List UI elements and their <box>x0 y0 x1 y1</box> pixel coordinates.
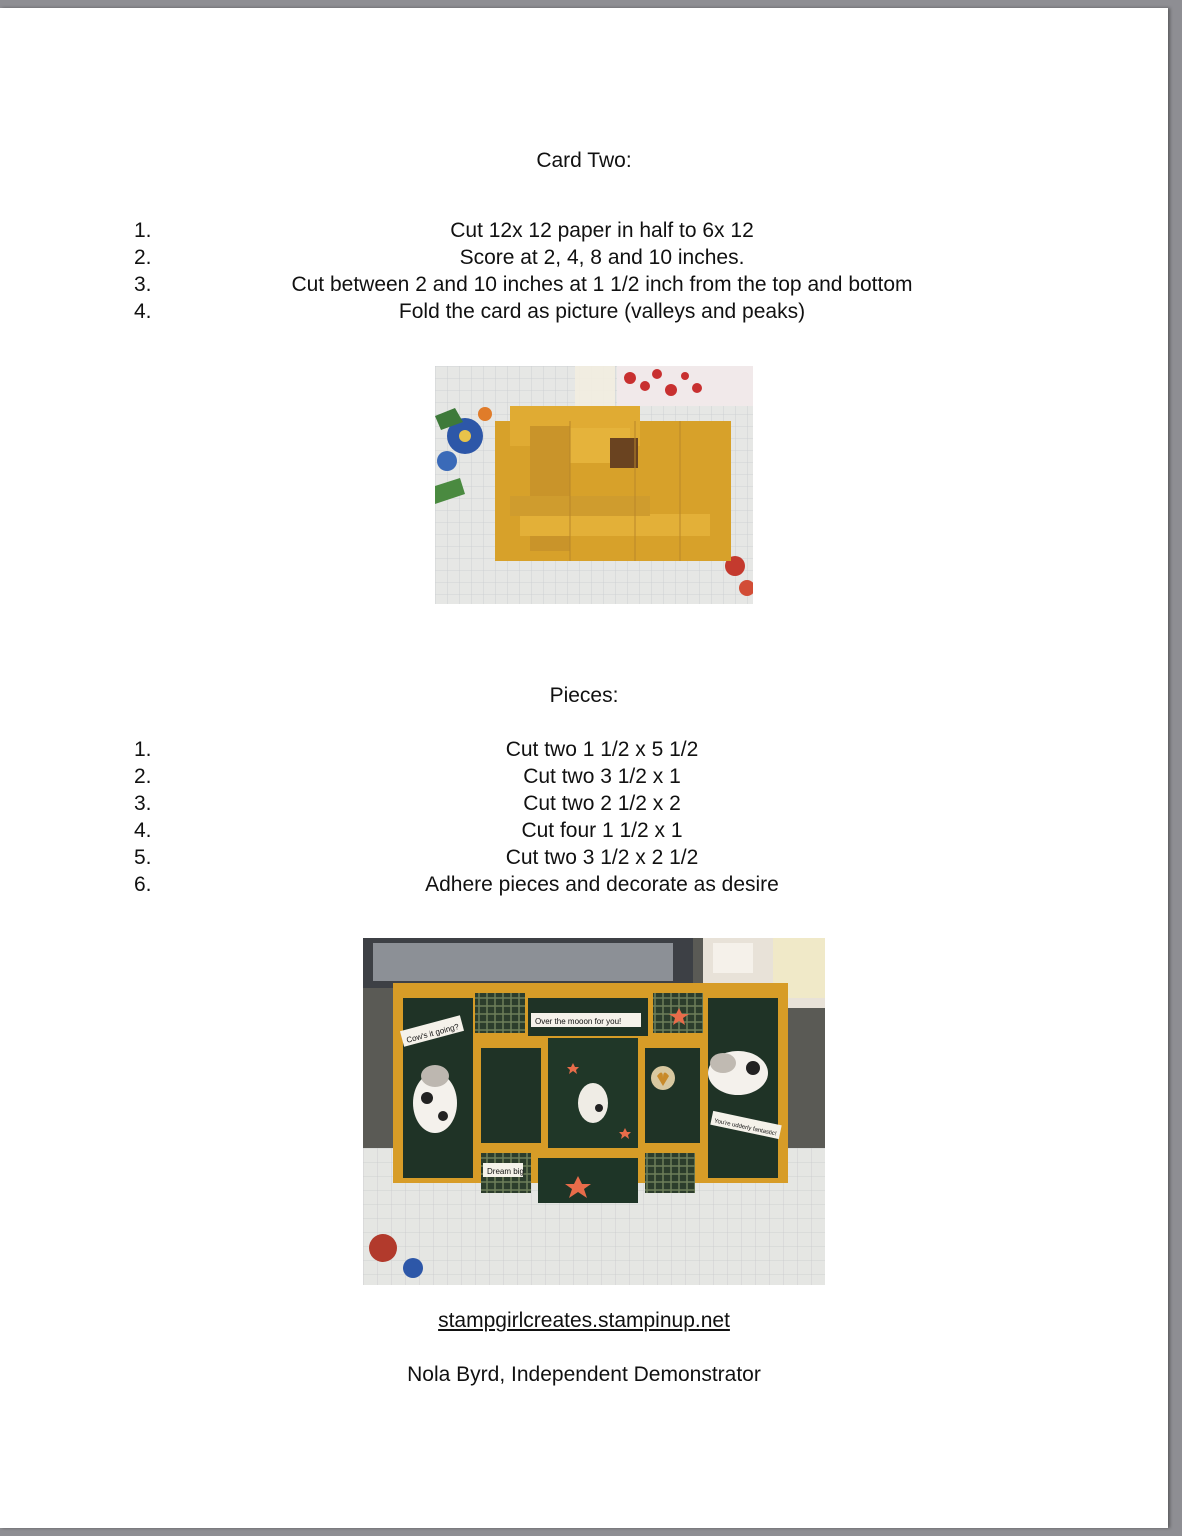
list-item <box>0 817 1168 844</box>
sticker-label: Over the mooon for you! <box>535 1017 622 1026</box>
step-number: 4. <box>134 819 152 842</box>
folded-card-photo <box>435 366 753 604</box>
step-number: 2. <box>134 765 152 788</box>
step-number: 1. <box>134 219 152 242</box>
sticker-label: Dream big <box>487 1167 524 1176</box>
card-two-heading: Card Two: <box>536 149 632 172</box>
website-link[interactable]: stampgirlcreates.stampinup.net <box>438 1309 730 1332</box>
cow-sticker <box>578 1083 608 1123</box>
document-page <box>0 8 1168 1528</box>
finished-card-photo <box>363 938 825 1285</box>
step-number: 1. <box>134 738 152 761</box>
step-text: Cut two 3 1/2 x 1 <box>523 765 681 788</box>
step-text: Cut two 3 1/2 x 2 1/2 <box>505 846 699 869</box>
finished-card-illustration <box>363 938 825 1285</box>
step-text: Score at 2, 4, 8 and 10 inches. <box>459 246 745 269</box>
list-item <box>0 736 1168 763</box>
step-text: Cut 12x 12 paper in half to 6x 12 <box>450 219 754 242</box>
sticker-label: Cow's it going? <box>405 1022 460 1045</box>
list-item <box>0 871 1168 898</box>
list-item <box>0 844 1168 871</box>
list-item <box>0 790 1168 817</box>
list-item <box>0 298 1168 325</box>
step-number: 6. <box>134 873 152 896</box>
yellow-card <box>495 406 731 561</box>
step-text: Adhere pieces and decorate as desire <box>425 873 779 896</box>
step-text: Cut four 1 1/2 x 1 <box>521 819 683 842</box>
pieces-heading: Pieces: <box>549 684 619 707</box>
demonstrator-signature: Nola Byrd, Independent Demonstrator <box>407 1363 761 1386</box>
sticker-label: You're udderly fantastic! <box>713 1118 777 1138</box>
cow-sticker <box>708 1051 768 1095</box>
list-item <box>0 763 1168 790</box>
list-item <box>0 271 1168 298</box>
step-number: 5. <box>134 846 152 869</box>
step-text: Cut two 2 1/2 x 2 <box>523 792 681 815</box>
website-link-row <box>0 1309 1168 1333</box>
card-two-steps <box>0 217 1168 325</box>
list-item <box>0 244 1168 271</box>
step-number: 4. <box>134 300 152 323</box>
step-number: 3. <box>134 273 152 296</box>
pieces-steps <box>0 736 1168 898</box>
step-text: Cut two 1 1/2 x 5 1/2 <box>505 738 699 761</box>
step-number: 3. <box>134 792 152 815</box>
step-text: Fold the card as picture (valleys and peaks) <box>398 300 806 323</box>
folded-card-illustration <box>435 366 753 604</box>
step-text: Cut between 2 and 10 inches at 1 1/2 inch from the top and bottom <box>291 273 913 296</box>
list-item <box>0 217 1168 244</box>
step-number: 2. <box>134 246 152 269</box>
